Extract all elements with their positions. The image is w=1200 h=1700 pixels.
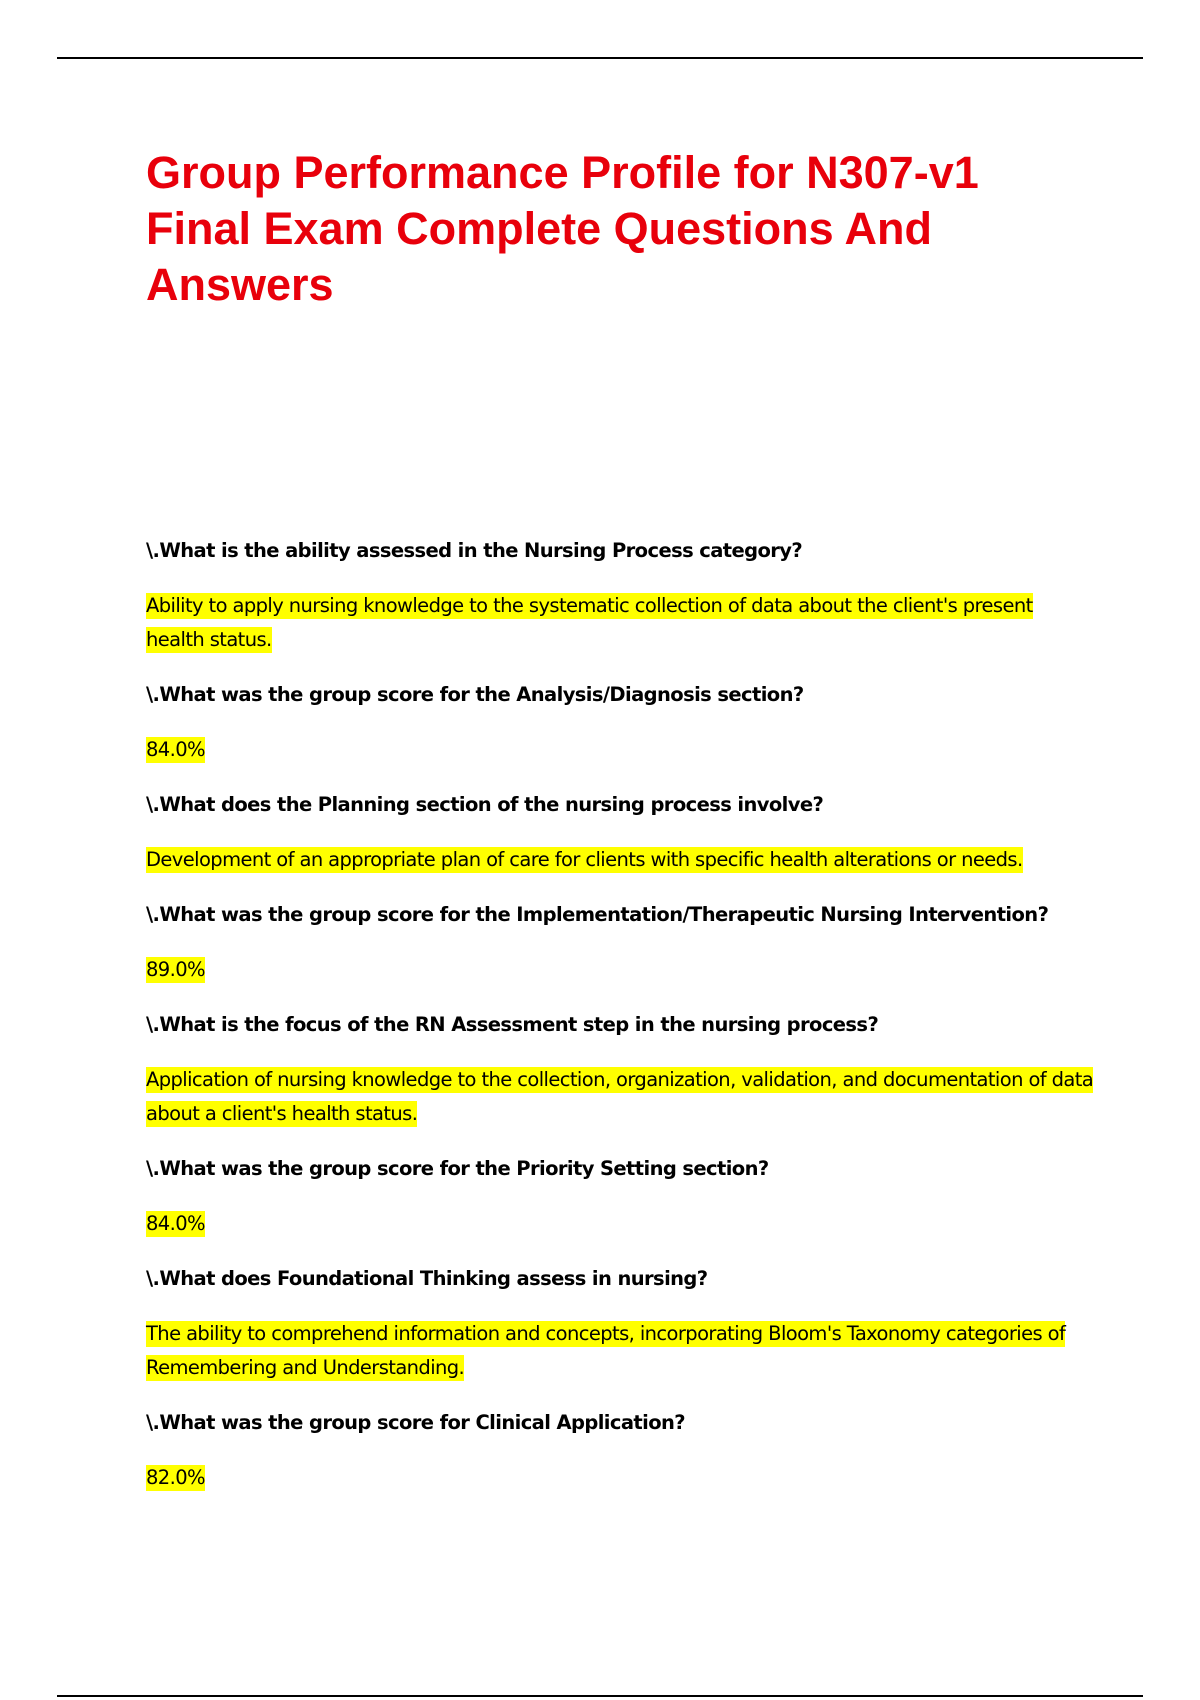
answer-8-highlight: 82.0%: [146, 1466, 205, 1489]
answer-6-highlight: 84.0%: [146, 1212, 205, 1235]
answer-6: [146, 1207, 1096, 1241]
answer-7: [146, 1317, 1096, 1385]
question-8: \.What was the group score for Clinical Application?: [146, 1411, 685, 1434]
question-1: \.What is the ability assessed in the Nursing Process category?: [146, 539, 803, 562]
answer-1: [146, 589, 1096, 657]
question-6: \.What was the group score for the Priority Setting section?: [146, 1157, 769, 1180]
bottom-rule: [57, 1695, 1143, 1697]
answer-8: [146, 1461, 1096, 1495]
answer-3: [146, 843, 1096, 877]
answer-4-highlight: 89.0%: [146, 958, 205, 981]
answer-2-highlight: 84.0%: [146, 738, 205, 761]
question-2: \.What was the group score for the Analysis/Diagnosis section?: [146, 683, 804, 706]
question-3: \.What does the Planning section of the nursing process involve?: [146, 793, 824, 816]
answer-3-highlight: Development of an appropriate plan of care for clients with specific health alterations or needs.: [146, 848, 1023, 871]
top-rule: [57, 57, 1143, 59]
answer-5-highlight: Application of nursing knowledge to the collection, organization, validation, and documentation of data about a client's health status.: [146, 1068, 1094, 1125]
answer-7-highlight: The ability to comprehend information and concepts, incorporating Bloom's Taxonomy categories of Remembering and Understanding.: [146, 1322, 1066, 1379]
page-title: Group Performance Profile for N307-v1 Final Exam Complete Questions And Answers: [146, 147, 979, 310]
question-7: \.What does Foundational Thinking assess in nursing?: [146, 1267, 708, 1290]
answer-4: [146, 953, 1096, 987]
answer-5: [146, 1063, 1096, 1131]
question-5: \.What is the focus of the RN Assessment step in the nursing process?: [146, 1013, 879, 1036]
answer-1-highlight: Ability to apply nursing knowledge to the systematic collection of data about the client's present health status.: [146, 594, 1033, 651]
answer-2: [146, 733, 1096, 767]
qa-list: [146, 534, 1096, 1516]
question-4: \.What was the group score for the Implementation/Therapeutic Nursing Intervention?: [146, 903, 1049, 926]
